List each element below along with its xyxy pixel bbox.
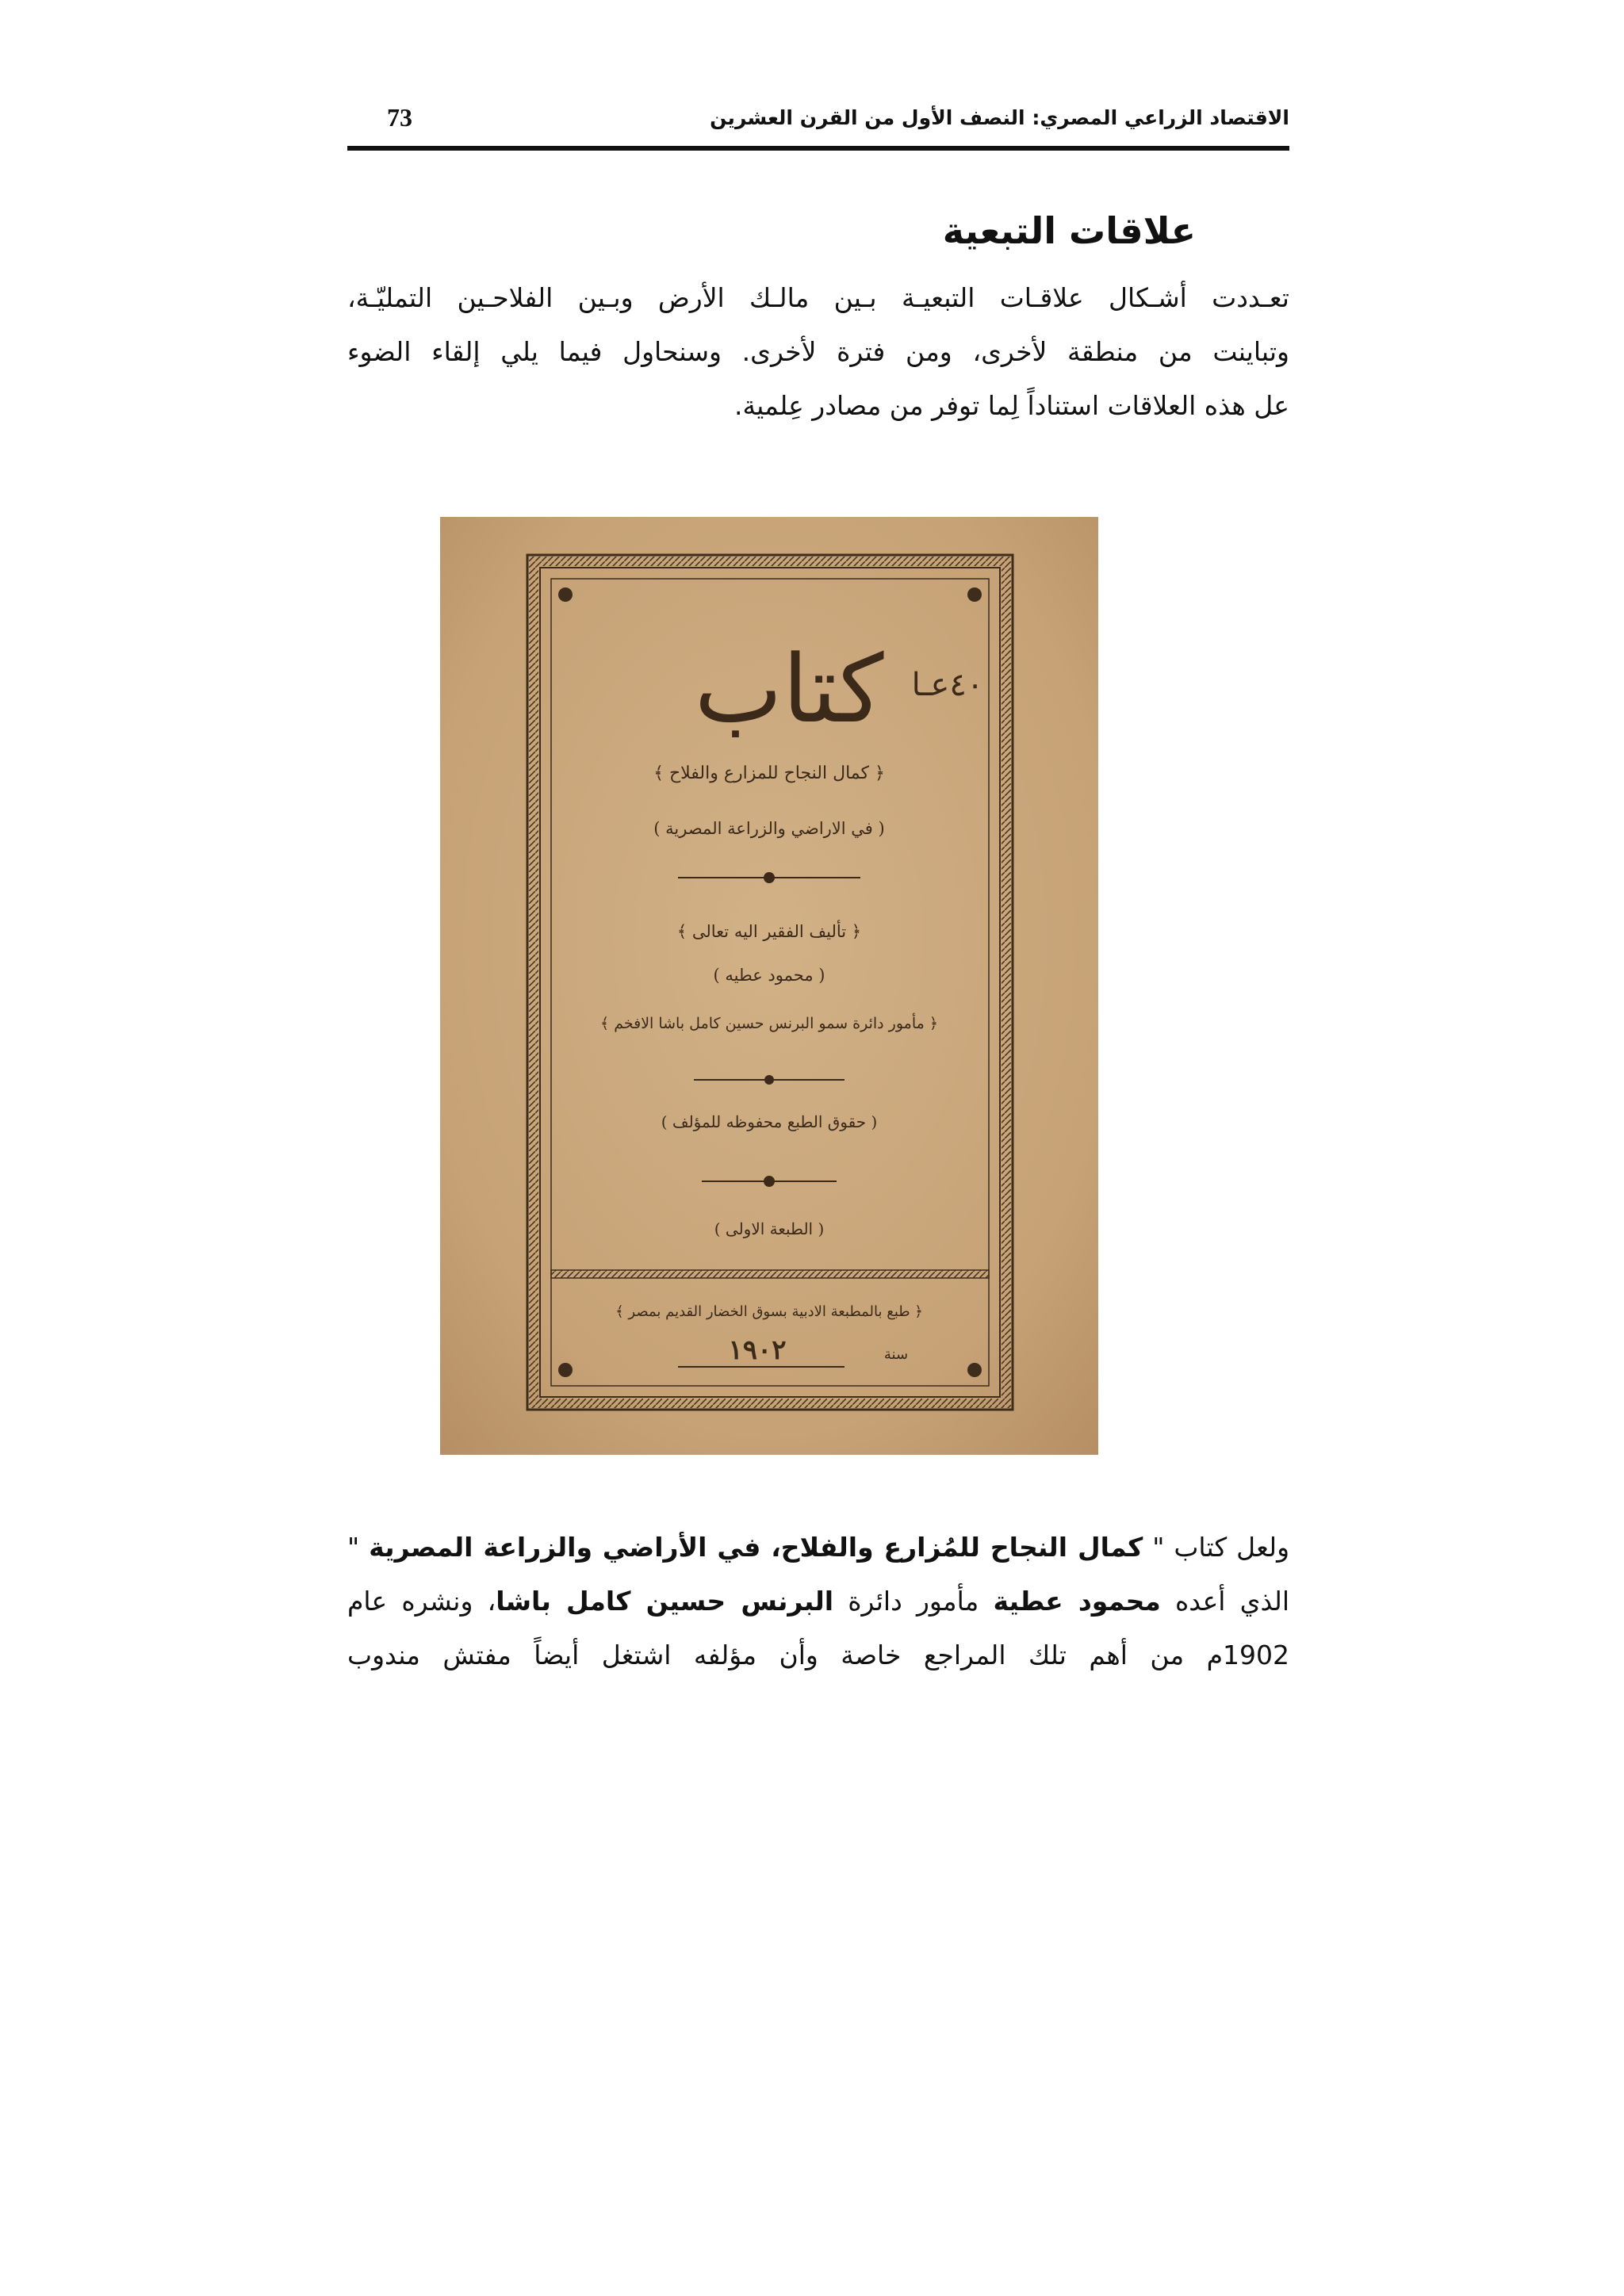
- paragraph-line: وتباينت من منطقة لأخرى، ومن فترة لأخرى. وسنحاول فيما يلي إلقاء الضوء: [347, 336, 1289, 367]
- section-heading: علاقات التبعية: [942, 209, 1196, 252]
- text-run: الذي أعده: [1160, 1586, 1290, 1617]
- running-title: الاقتصاد الزراعي المصري: النصف الأول من القرن العشرين: [710, 106, 1289, 129]
- paragraph-line: [347, 1575, 1289, 1628]
- cover-year-prefix: سنة: [883, 1346, 909, 1363]
- paragraph-line: 1902م من أهم تلك المراجع خاصة وأن مؤلفه اشتغل أيضاً مفتش مندوب: [347, 1640, 1289, 1670]
- cover-imprint: ﴿ طبع بالمطبعة الادبية بسوق الخضار القديم بمصر ﴾: [615, 1303, 923, 1320]
- paragraph-reference: [347, 1521, 1289, 1682]
- text-run: ، ونشره عام: [347, 1586, 496, 1617]
- paragraph-intro: [347, 271, 1289, 433]
- cover-line: ﴿ تأليف الفقير اليه تعالى ﴾: [676, 922, 862, 941]
- prince-name-bold: البرنس حسين كامل باشا: [496, 1586, 834, 1617]
- cover-line: ( محمود عطيه ): [713, 966, 825, 985]
- page-number: 73: [387, 103, 412, 132]
- cover-line: ﴿ كمال النجاح للمزارع والفلاح ﴾: [653, 763, 885, 783]
- paragraph-line: تعـددت أشـكال علاقـات التبعيـة بـين مالـك الأرض وبـين الفلاحـين التمليّـة،: [347, 282, 1289, 313]
- cover-line: ( في الاراضي والزراعة المصرية ): [653, 819, 885, 838]
- book-cover-image: [440, 517, 1098, 1455]
- handwritten-mark: ٤٠عـا: [911, 667, 984, 703]
- text-run: ": [347, 1532, 370, 1563]
- text-run: مأمور دائرة: [833, 1586, 994, 1617]
- text-run: ولعل كتاب ": [1143, 1532, 1290, 1563]
- cover-line: ( حقوق الطبع محفوظه للمؤلف ): [661, 1112, 878, 1131]
- cover-title: كتاب: [694, 634, 884, 744]
- paragraph-line: عل هذه العلاقات استناداً لِما توفر من مصادر عِلمية.: [733, 390, 1289, 421]
- cover-line: ( الطبعة الاولى ): [714, 1219, 825, 1238]
- paragraph-line: [347, 1521, 1289, 1575]
- cover-line: ﴿ مأمور دائرة سمو البرنس حسين كامل باشا الافخم ﴾: [600, 1015, 938, 1032]
- author-name-bold: محمود عطية: [993, 1586, 1161, 1617]
- running-header: [347, 101, 1289, 151]
- cover-year: ١٩٠٢: [728, 1334, 787, 1366]
- header-rule: [347, 146, 1289, 151]
- book-title-bold: كمال النجاح للمُزارع والفلاح، في الأراضي والزراعة المصرية: [369, 1532, 1143, 1563]
